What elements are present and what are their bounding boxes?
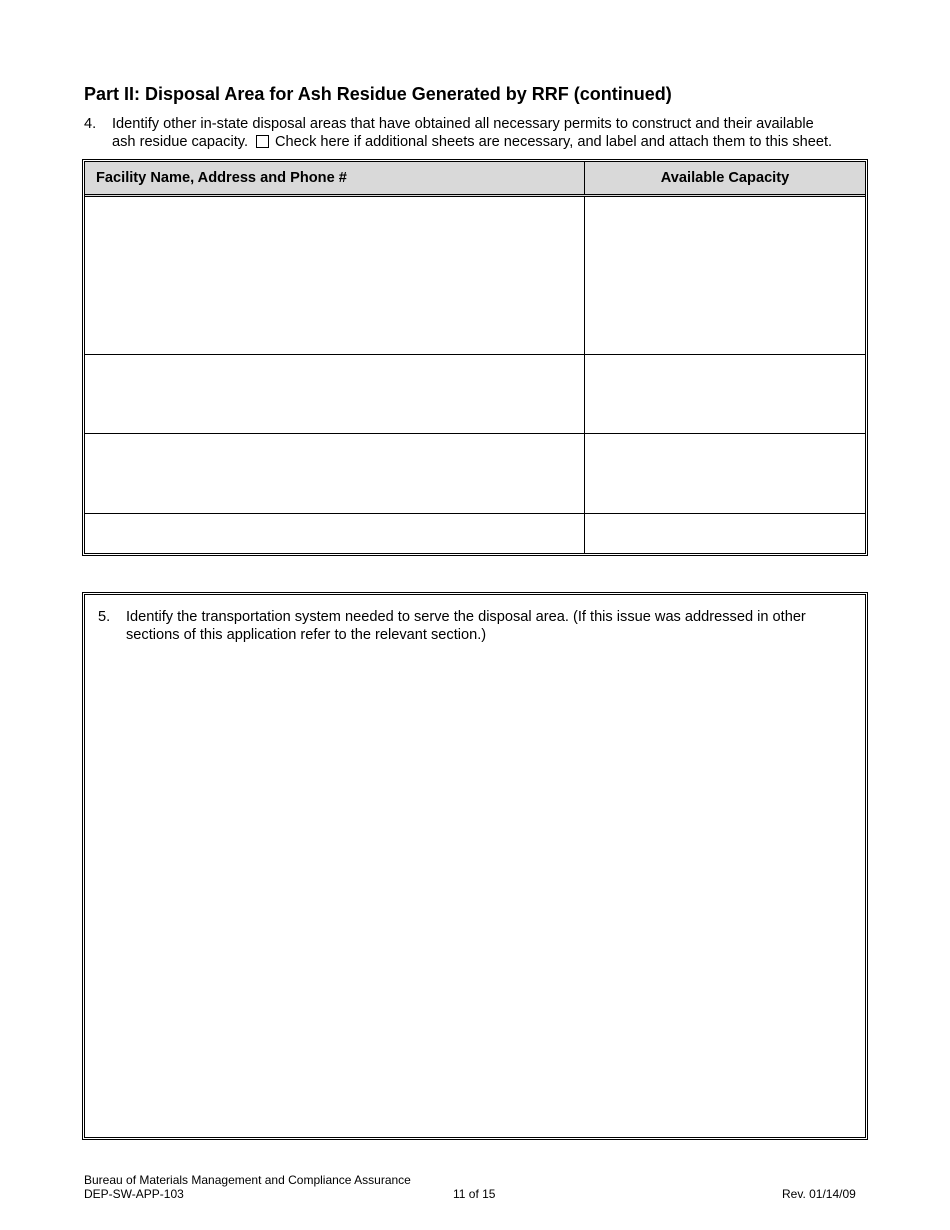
- additional-sheets-label: Check here if additional sheets are necessary, and label and attach them to this sheet.: [275, 134, 833, 150]
- additional-sheets-checkbox[interactable]: [256, 135, 269, 148]
- facility-input[interactable]: [85, 514, 584, 553]
- footer-revision: Rev. 01/14/09: [782, 1187, 856, 1201]
- question-4-text-line1: Identify other in-state disposal areas that have obtained all necessary permits to construct and their available: [112, 116, 814, 132]
- question-5-number: 5.: [98, 609, 111, 625]
- facility-input[interactable]: [85, 434, 584, 512]
- facility-column-header: Facility Name, Address and Phone #: [85, 162, 585, 196]
- question-4-text-line2: [112, 133, 832, 151]
- question-5-box: [82, 592, 868, 1140]
- footer-page-number: 11 of 15: [453, 1187, 496, 1201]
- page-title: Part II: Disposal Area for Ash Residue Generated by RRF (continued): [84, 84, 672, 104]
- question-4-text-prefix: ash residue capacity.: [112, 134, 249, 150]
- facility-input[interactable]: [85, 197, 584, 354]
- capacity-input[interactable]: [585, 514, 865, 553]
- table-row: [85, 354, 865, 433]
- transportation-answer-input[interactable]: [95, 655, 855, 1127]
- facility-input[interactable]: [85, 355, 584, 433]
- table-row: [85, 434, 865, 513]
- footer-bureau: Bureau of Materials Management and Compliance Assurance: [84, 1173, 411, 1187]
- capacity-input[interactable]: [585, 434, 865, 512]
- capacity-input[interactable]: [585, 355, 865, 433]
- table-row: [85, 196, 865, 355]
- question-4-number: 4.: [84, 116, 97, 132]
- table-row: [85, 513, 865, 553]
- question-5-text: Identify the transportation system needed to serve the disposal area. (If this issue was addressed in other sections of this application refer to the relevant section.): [126, 609, 806, 643]
- footer-form-id: DEP-SW-APP-103: [84, 1187, 184, 1201]
- capacity-input[interactable]: [585, 197, 865, 354]
- capacity-column-header: Available Capacity: [585, 162, 866, 196]
- facility-table: [82, 159, 868, 556]
- table-header-row: [85, 162, 865, 196]
